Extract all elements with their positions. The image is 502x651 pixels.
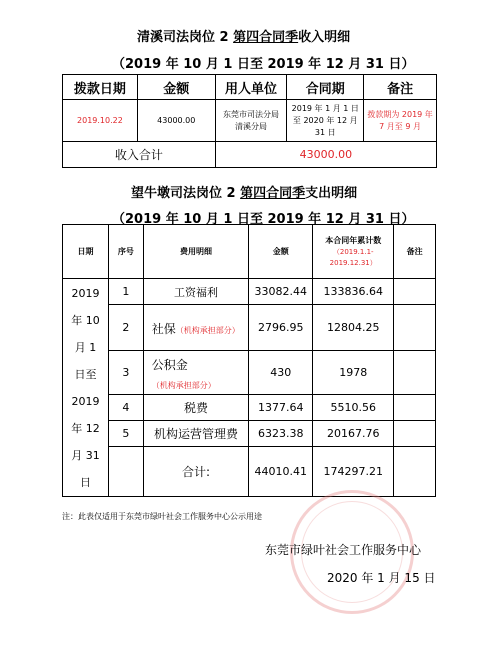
org-name: 东莞市绿叶社会工作服务中心 — [265, 543, 422, 557]
header-item: 费用明细 — [143, 225, 249, 279]
header-cumulative: 本合同年累计数 （2019.1.1-2019.12.31） — [313, 225, 394, 279]
date-range-cell — [63, 279, 109, 497]
row-remark — [394, 395, 436, 421]
expense-total-label: 合计: — [143, 447, 249, 497]
row-cumulative: 5510.56 — [313, 395, 394, 421]
expense-period: （2019 年 10 月 1 日至 2019 年 12 月 31 日） — [112, 212, 415, 227]
income-amount: 43000.00 — [137, 100, 215, 142]
row-amount: 1377.64 — [249, 395, 313, 421]
row-cumulative: 1978 — [313, 351, 394, 395]
header-date: 拨款日期 — [63, 75, 138, 100]
row-seq: 5 — [108, 421, 143, 447]
date-line: 月 31 — [71, 448, 100, 462]
row-cumulative: 20167.76 — [313, 421, 394, 447]
row-item: 工资福利 — [143, 279, 249, 305]
date-line: 日至 — [74, 367, 97, 381]
row-amount: 33082.44 — [249, 279, 313, 305]
income-title: 清溪司法岗位 2 第四合同季收入明细 — [137, 30, 351, 45]
row-amount: 2796.95 — [249, 305, 313, 351]
income-contract: 2019 年 1 月 1 日至 2020 年 12 月 31 日 — [287, 100, 364, 142]
total-remark — [394, 447, 436, 497]
header-expense-amount: 金额 — [249, 225, 313, 279]
date-line: 日 — [79, 475, 91, 489]
expense-total-cumulative: 174297.21 — [313, 447, 394, 497]
header-employer: 用人单位 — [215, 75, 287, 100]
sign-date: 2020 年 1 月 15 日 — [327, 571, 436, 585]
row-item: 机构运营管理费 — [143, 421, 249, 447]
header-remark: 备注 — [364, 75, 437, 100]
row-seq: 1 — [108, 279, 143, 305]
row-remark — [394, 351, 436, 395]
income-date: 2019.10.22 — [63, 100, 138, 142]
header-seq: 序号 — [108, 225, 143, 279]
income-employer: 东莞市司法分局清溪分局 — [215, 100, 287, 142]
date-line: 2019 — [71, 286, 100, 300]
row-amount: 430 — [249, 351, 313, 395]
date-line: 年 10 — [71, 313, 100, 327]
expense-table — [62, 224, 436, 497]
row-remark — [394, 421, 436, 447]
row-item: 社保（机构承担部分） — [143, 305, 249, 351]
expense-total-amount: 44010.41 — [249, 447, 313, 497]
expense-title: 望牛墩司法岗位 2 第四合同季支出明细 — [131, 186, 358, 201]
total-seq — [108, 447, 143, 497]
income-total-label: 收入合计 — [63, 142, 216, 168]
header-amount: 金额 — [137, 75, 215, 100]
row-item: 税费 — [143, 395, 249, 421]
row-item: 公积金（机构承担部分） — [143, 351, 249, 395]
row-remark — [394, 305, 436, 351]
row-seq: 3 — [108, 351, 143, 395]
row-amount: 6323.38 — [249, 421, 313, 447]
footnote: 注：此表仅适用于东莞市绿叶社会工作服务中心公示用途 — [62, 512, 262, 521]
date-line: 2019 — [71, 394, 100, 408]
row-cumulative: 12804.25 — [313, 305, 394, 351]
income-period: （2019 年 10 月 1 日至 2019 年 12 月 31 日） — [112, 57, 415, 72]
date-line: 年 12 — [71, 421, 100, 435]
date-line: 月 1 — [74, 340, 97, 354]
income-total-value: 43000.00 — [215, 142, 436, 168]
row-remark — [394, 279, 436, 305]
row-seq: 2 — [108, 305, 143, 351]
row-seq: 4 — [108, 395, 143, 421]
income-table — [62, 74, 437, 168]
header-contract: 合同期 — [287, 75, 364, 100]
row-cumulative: 133836.64 — [313, 279, 394, 305]
header-expense-remark: 备注 — [394, 225, 436, 279]
header-day: 日期 — [63, 225, 109, 279]
income-remark: 拨款期为 2019 年 7 月至 9 月 — [364, 100, 437, 142]
